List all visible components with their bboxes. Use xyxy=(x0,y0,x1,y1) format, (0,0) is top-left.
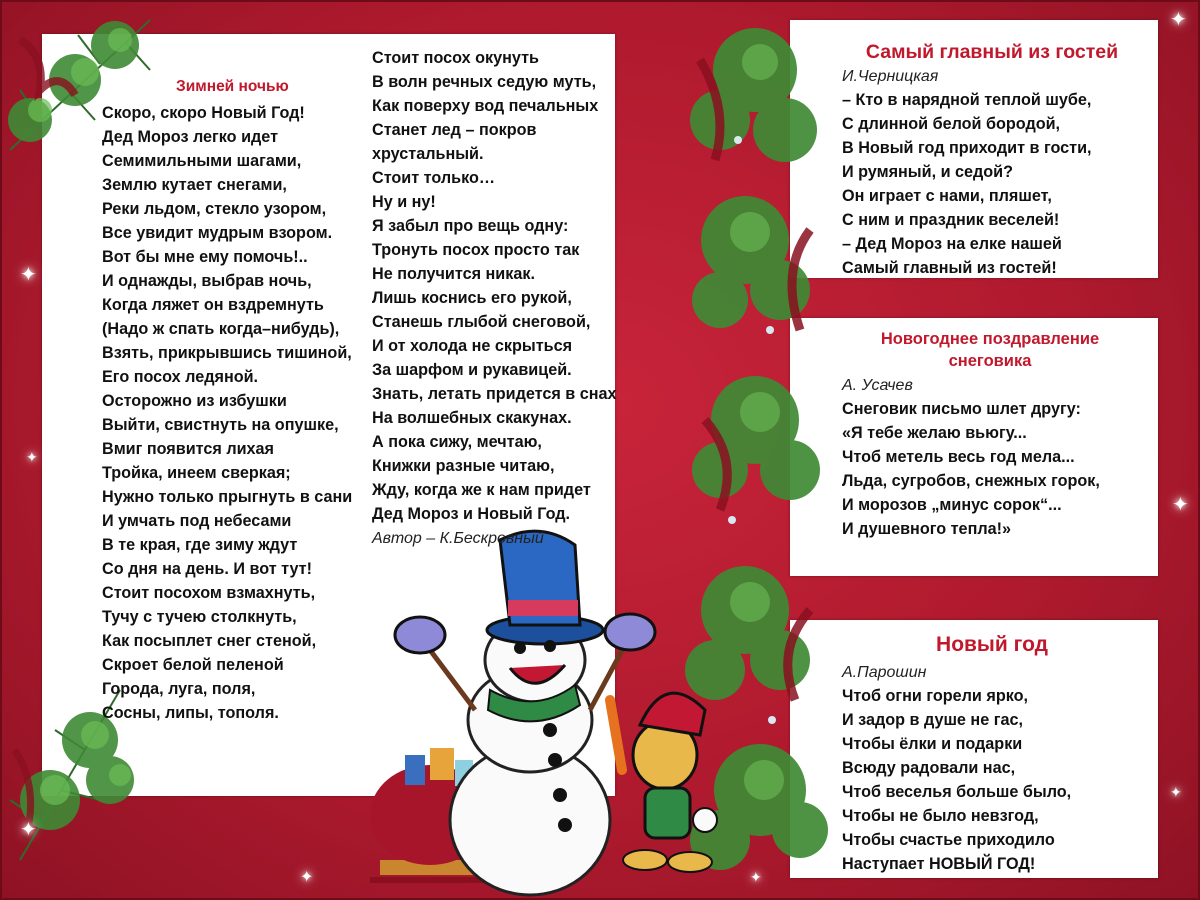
poem-line: Снеговик письмо шлет другу: xyxy=(842,400,1081,418)
poem-line: хрустальный. xyxy=(372,145,484,163)
card1-lines xyxy=(842,88,1142,280)
poem-line: В те края, где зиму ждут xyxy=(102,536,298,554)
poem-line: И однажды, выбрав ночь, xyxy=(102,272,312,290)
poem-line: В волн речных седую муть, xyxy=(372,73,597,91)
poem-line: Когда ляжет он вздремнуть xyxy=(102,296,324,314)
poem-line: Выйти, свистнуть на опушке, xyxy=(102,416,339,434)
poem-line: «Я тебе желаю вьюгу... xyxy=(842,424,1027,442)
poem-line: Чтоб метель весь год мела... xyxy=(842,448,1075,466)
poem-line: Тучу с тучею столкнуть, xyxy=(102,608,297,626)
poem1-author: Автор – К.Бескровный xyxy=(372,530,544,547)
sparkle-icon: ✦ xyxy=(20,819,37,841)
card3-author: А.Парошин xyxy=(842,664,927,681)
poem-line: И от холода не скрыться xyxy=(372,337,573,355)
card2-lines xyxy=(842,397,1138,541)
sparkle-icon: ✦ xyxy=(26,449,38,465)
poem1-column2 xyxy=(372,46,617,550)
poem-line: Осторожно из избушки xyxy=(102,392,287,410)
poem-line: Книжки разные читаю, xyxy=(372,457,555,475)
poem-line: Вот бы мне ему помочь!.. xyxy=(102,248,308,266)
card3-title: Новый год xyxy=(936,633,1048,656)
poem-line: Сосны, липы, тополя. xyxy=(102,704,279,722)
poem-line: Знать, летать придется в снах xyxy=(372,385,617,403)
poem-line: Города, луга, поля, xyxy=(102,680,256,698)
sparkle-icon: ✦ xyxy=(1170,9,1187,31)
poem-line: Дед Мороз и Новый Год. xyxy=(372,505,571,523)
poem-line: Чтобы не было невзгод, xyxy=(842,807,1039,825)
sparkle-icon: ✦ xyxy=(1172,494,1189,516)
sparkle-icon: ✦ xyxy=(750,869,762,885)
poem-line: Ну и ну! xyxy=(372,193,436,211)
poem-line: Наступает НОВЫЙ ГОД! xyxy=(842,855,1036,873)
poem1-title: Зимней ночью xyxy=(176,78,289,95)
poem-line: И румяный, и седой? xyxy=(842,163,1014,181)
poem-line: Реки льдом, стекло узором, xyxy=(102,200,327,218)
sparkle-icon: ✦ xyxy=(1170,784,1182,800)
poem-line: Чтоб веселья больше было, xyxy=(842,783,1072,801)
poem-line: И морозов „минус сорок“... xyxy=(842,496,1062,514)
poem-line: Вмиг появится лихая xyxy=(102,440,274,458)
poem-line: Чтобы счастье приходило xyxy=(842,831,1055,849)
poem-line: Он играет с нами, пляшет, xyxy=(842,187,1052,205)
poem-line: И душевного тепла!» xyxy=(842,520,1012,538)
sparkle-icon: ✦ xyxy=(20,264,37,286)
poem-line: С длинной белой бородой, xyxy=(842,115,1061,133)
poem-line: Стоит посох окунуть xyxy=(372,49,539,67)
poem-line: Семимильными шагами, xyxy=(102,152,302,170)
card2-title xyxy=(842,328,1138,372)
card2-title-line2: снеговика xyxy=(948,352,1032,370)
poem-line: Скоро, скоро Новый Год! xyxy=(102,104,305,122)
sparkle-icon: ✦ xyxy=(300,869,314,886)
poem-line: А пока сижу, мечтаю, xyxy=(372,433,542,451)
card3-lines xyxy=(842,684,1142,876)
snowman-illustration xyxy=(360,520,740,900)
poem-line: Всюду радовали нас, xyxy=(842,759,1016,777)
poem-line: Стоит только… xyxy=(372,169,496,187)
poem-line: Со дня на день. И вот тут! xyxy=(102,560,312,578)
poem-line: Я забыл про вещь одну: xyxy=(372,217,569,235)
poem-line: – Кто в нарядной теплой шубе, xyxy=(842,91,1092,109)
poem-line: Нужно только прыгнуть в сани xyxy=(102,488,353,506)
poem-line: Как поверху вод печальных xyxy=(372,97,599,115)
poem-line: – Дед Мороз на елке нашей xyxy=(842,235,1062,253)
poem-line: Стоит посохом взмахнуть, xyxy=(102,584,316,602)
card1-author: И.Черницкая xyxy=(842,68,939,85)
poem-line: Как посыплет снег стеной, xyxy=(102,632,317,650)
poem-line: Самый главный из гостей! xyxy=(842,259,1057,277)
poem-line: И задор в душе не гас, xyxy=(842,711,1023,729)
poem-line: Лишь коснись его рукой, xyxy=(372,289,572,307)
poem-line: Чтоб огни горели ярко, xyxy=(842,687,1028,705)
poem-line: Все увидит мудрым взором. xyxy=(102,224,333,242)
card2-content xyxy=(842,328,1138,541)
poem-line: Взять, прикрывшись тишиной, xyxy=(102,344,352,362)
card3-content xyxy=(842,630,1142,876)
poem-line: С ним и праздник веселей! xyxy=(842,211,1060,229)
poem-line: Дед Мороз легко идет xyxy=(102,128,279,146)
poem-line: Жду, когда же к нам придет xyxy=(372,481,591,499)
poem-line: Его посох ледяной. xyxy=(102,368,259,386)
poem-line: Льда, сугробов, снежных горок, xyxy=(842,472,1100,490)
poem-line: В Новый год приходит в гости, xyxy=(842,139,1092,157)
poem-line: Скроет белой пеленой xyxy=(102,656,284,674)
poem1-column1 xyxy=(102,101,352,725)
poem-line: За шарфом и рукавицей. xyxy=(372,361,572,379)
card2-title-line1: Новогоднее поздравление xyxy=(880,330,1100,348)
poem-line: Тройка, инеем сверкая; xyxy=(102,464,291,482)
poem-line: И умчать под небесами xyxy=(102,512,292,530)
card2-author: А. Усачев xyxy=(842,377,913,394)
poem-line: Станешь глыбой снеговой, xyxy=(372,313,591,331)
poem-line: Чтобы ёлки и подарки xyxy=(842,735,1023,753)
poem-line: Станет лед – покров xyxy=(372,121,537,139)
poem-line: (Надо ж спать когда–нибудь), xyxy=(102,320,340,338)
card1-title: Самый главный из гостей xyxy=(865,41,1119,63)
poem-line: На волшебных скакунах. xyxy=(372,409,572,427)
poem-line: Тронуть посох просто так xyxy=(372,241,580,259)
card1-content xyxy=(842,38,1142,280)
poem-line: Землю кутает снегами, xyxy=(102,176,287,194)
poem-line: Не получится никак. xyxy=(372,265,535,283)
